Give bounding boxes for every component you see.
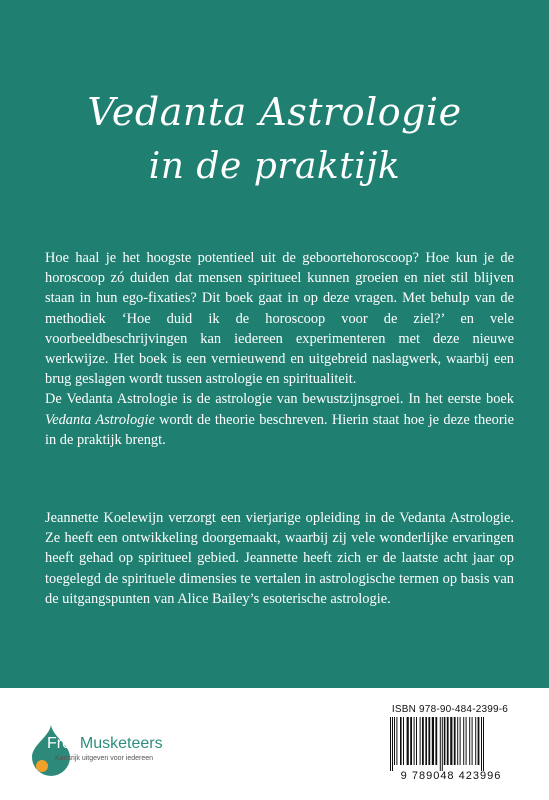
blurb-text-2-end: wordt de theorie beschreven. Hierin staat hoe je deze theorie in de praktijk brengt. bbox=[45, 411, 514, 448]
isbn-label: ISBN 978-90-484-2399-6 bbox=[391, 704, 509, 715]
publisher-name bbox=[47, 735, 163, 753]
author-bio: Jeannette Koelewijn verzorgt een vierjarige opleiding in de Vedanta Astrologie. Ze heeft een ontwikkeling doorgemaakt, waarbij zij vele wonderlijke ervaringen heeft gehad op spiritueel gebied. Jeannette heeft zich er de laatste acht jaar op toegelegd de spirituele dimensies te vertalen in astrologische termen op basis van de uitgangspunten van Alice Bailey’s esoterische astrologie. bbox=[45, 510, 514, 607]
blurb-paragraph bbox=[45, 248, 514, 450]
publisher-name-free: Free bbox=[47, 735, 80, 752]
barcode-digits: 9 789048 423996 bbox=[400, 770, 502, 782]
barcode-bars bbox=[388, 717, 518, 771]
footer-strip bbox=[0, 688, 549, 800]
title-line-1: Vedanta Astrologie bbox=[87, 90, 462, 134]
publisher-tagline: Kansrijk uitgeven voor iedereen bbox=[55, 755, 154, 762]
book-title-italic: Vedanta Astrologie bbox=[45, 411, 155, 428]
blurb-text: Hoe haal je het hoogste potentieel uit de geboortehoroscoop? Hoe kun je de horoscoop zó duiden dat mensen spiritueel kunnen groeien en niet stil blijven staan in hun ego-fixaties? Dit boek gaat in op deze vragen. Met behulp van de methodiek ‘Hoe duid ik de horoscoop voor de ziel?’ en vele voorbeeldbeschrijvingen kan iedereen experimenteren met deze nieuwe werkwijze. Het boek is een vernieuwend en uitgebreid naslagwerk, waarbij een brug geslagen wordt tussen astrologie en spiritualiteit. bbox=[45, 250, 514, 388]
isbn-barcode bbox=[382, 704, 522, 782]
title-line-2: in de praktijk bbox=[148, 146, 401, 187]
publisher-logo bbox=[24, 721, 214, 781]
blurb-text-2-start: De Vedanta Astrologie is de astrologie van bewustzijnsgroei. In het eerste boek bbox=[45, 391, 514, 408]
publisher-name-musketeers: Musketeers bbox=[79, 735, 163, 752]
